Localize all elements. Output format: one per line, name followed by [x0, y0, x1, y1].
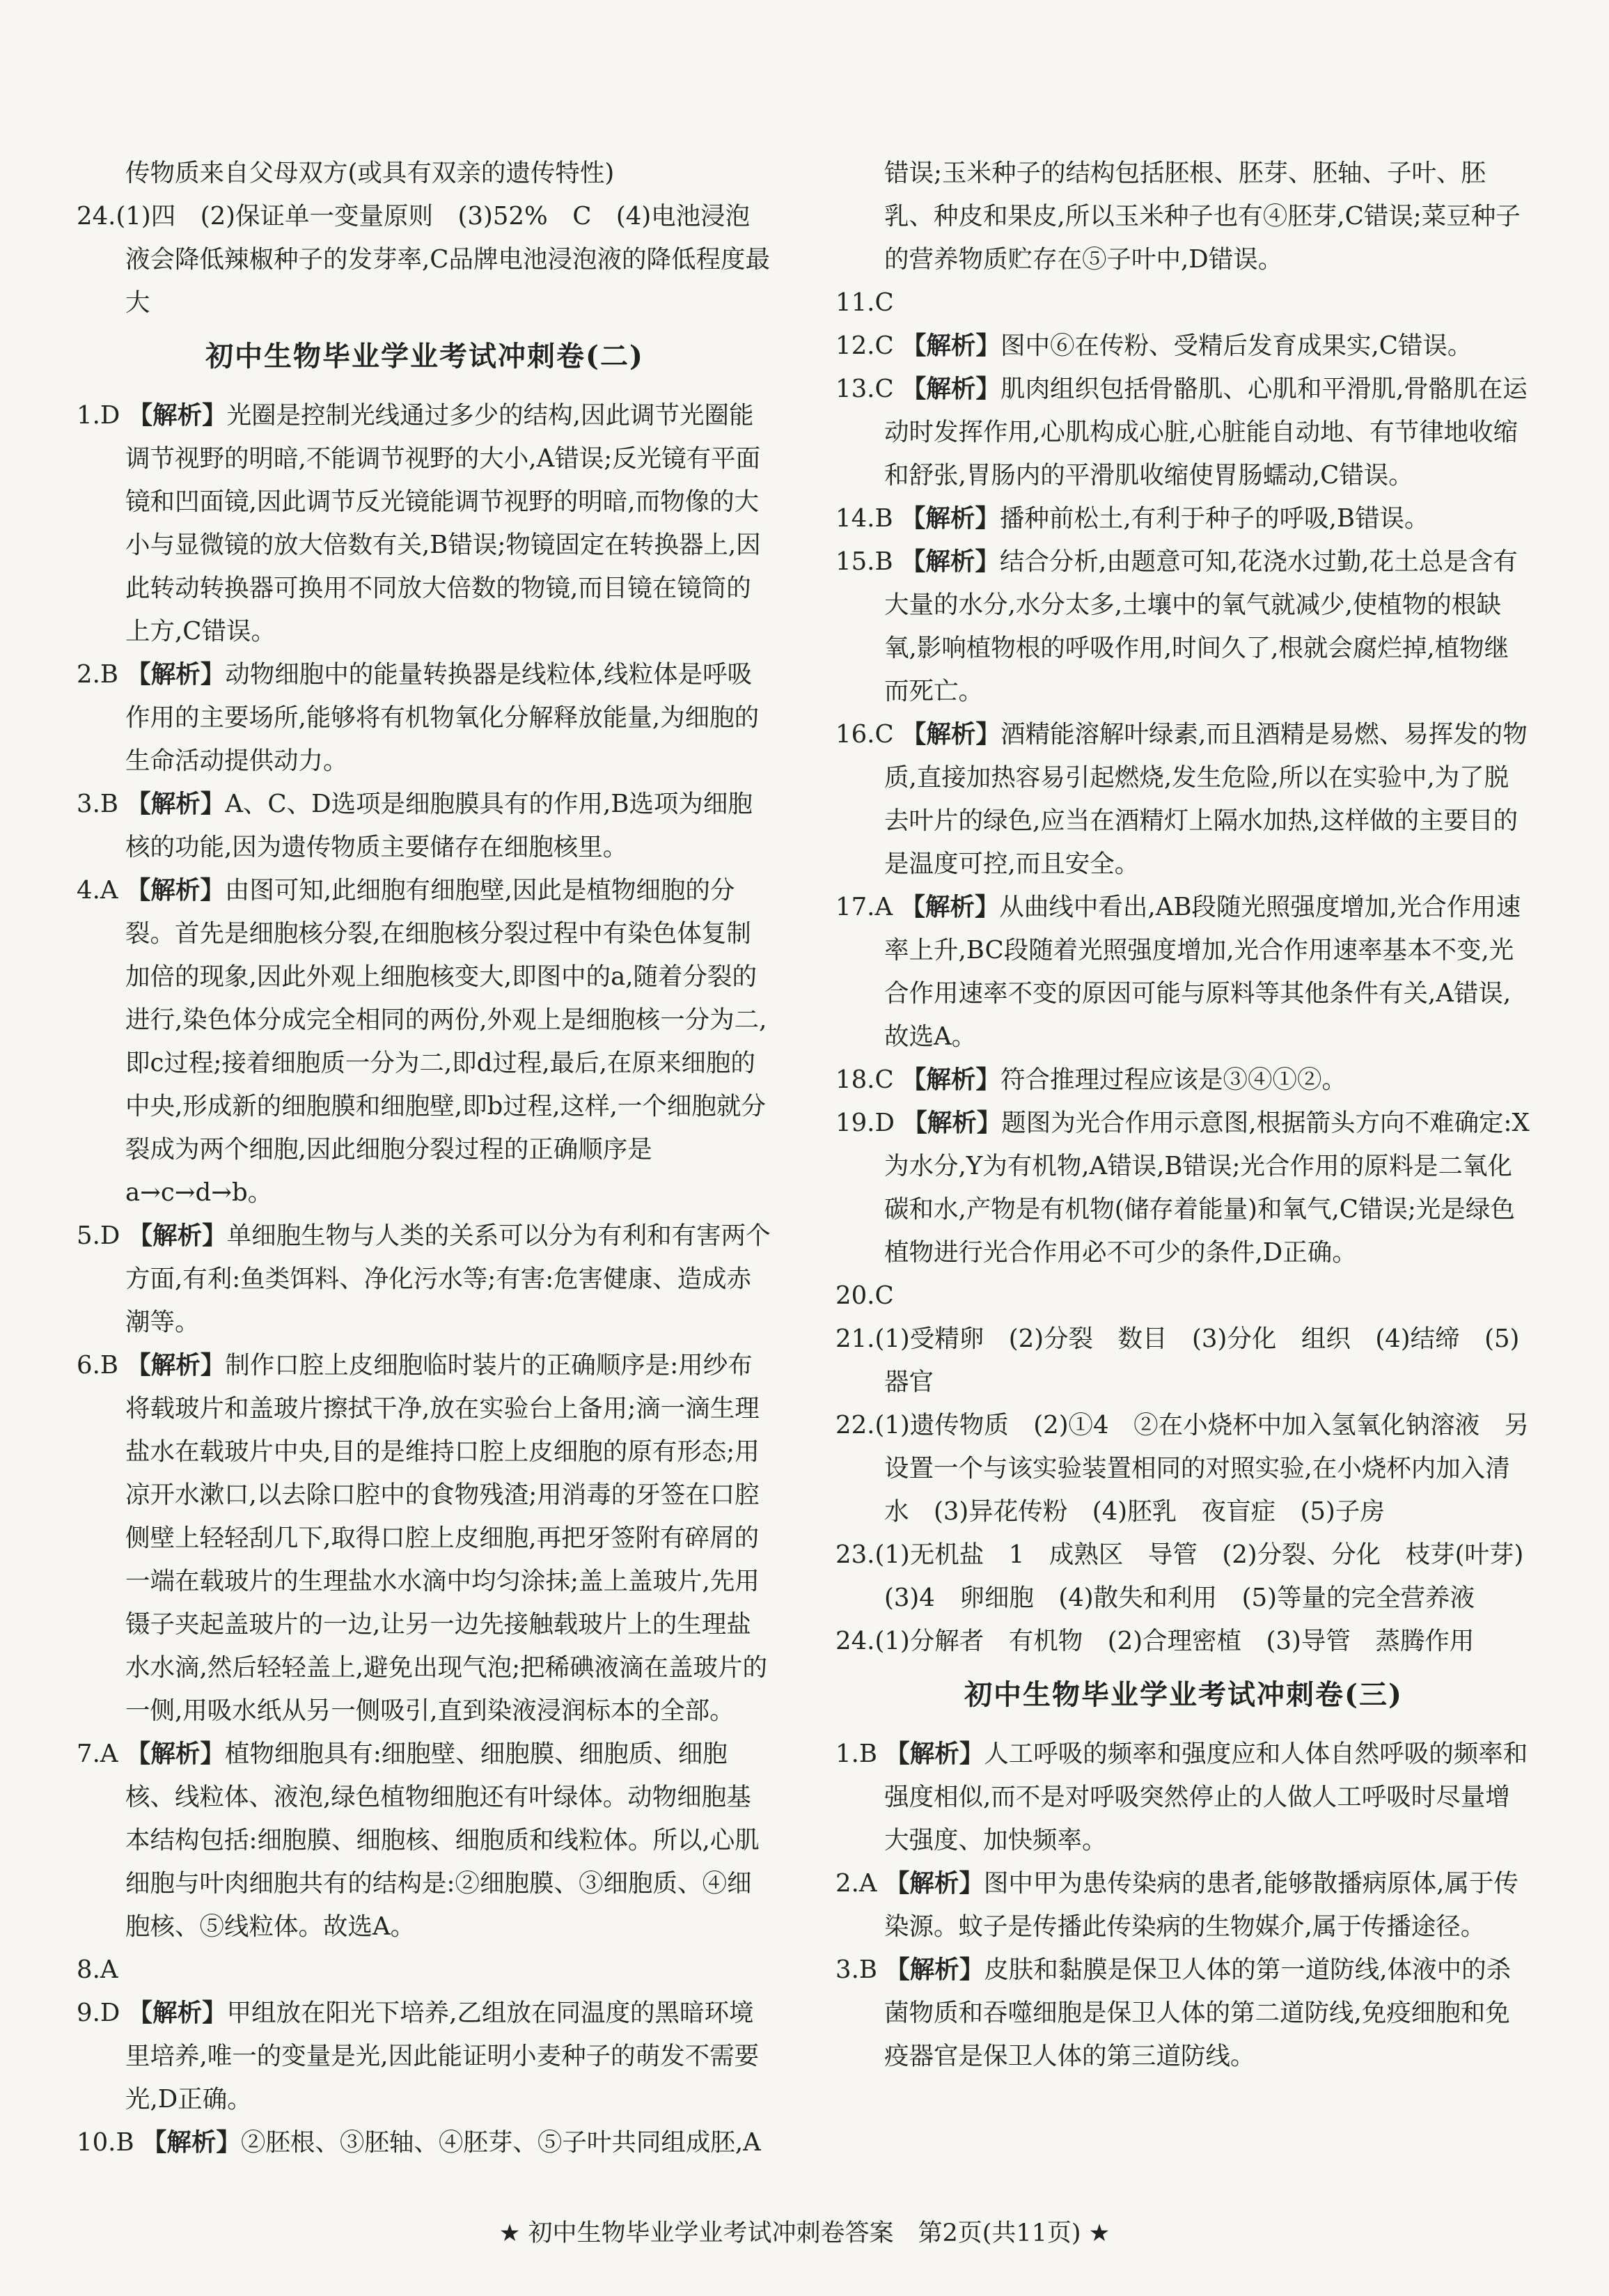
- answer-item: 17.A 【解析】从曲线中看出,AB段随光照强度增加,光合作用速率上升,BC段随着光照强度增加,光合作用速率基本不变,光合作用速率不变的原因可能与原料等其他条件有关,A错误,故选A。: [835, 893, 1521, 1051]
- right-column: [835, 152, 1548, 2078]
- answer-item: 1.B 【解析】人工呼吸的频率和强度应和人体自然呼吸的频率和强度相似,而不是对呼吸突然停止的人做人工呼吸时尽量增大强度、加快频率。: [835, 1740, 1528, 1854]
- answer-item: 20.C: [835, 1281, 894, 1310]
- answer-item: 14.B 【解析】播种前松土,有利于种子的呼吸,B错误。: [835, 504, 1429, 533]
- answer-item: 16.C 【解析】酒精能溶解叶绿素,而且酒精是易燃、易挥发的物质,直接加热容易引起燃烧,发生危险,所以在实验中,为了脱去叶片的绿色,应当在酒精灯上隔水加热,这样做的主要目的是温度可控,而且安全。: [835, 720, 1528, 878]
- left-column: [77, 152, 773, 2164]
- answer-item: 11.C: [835, 288, 894, 317]
- answer-item: 7.A 【解析】植物细胞具有:细胞壁、细胞膜、细胞质、细胞核、线粒体、液泡,绿色植物细胞还有叶绿体。动物细胞基本结构包括:细胞膜、细胞核、细胞质和线粒体。所以,心肌细胞与叶肉细胞共有的结构是:②细胞膜、③细胞质、④细胞核、⑤线粒体。故选A。: [77, 1740, 760, 1941]
- answer-item: 2.A 【解析】图中甲为患传染病的患者,能够散播病原体,属于传染源。蚊子是传播此传染病的生物媒介,属于传播途径。: [835, 1869, 1518, 1941]
- answer-item: 6.B 【解析】制作口腔上皮细胞临时装片的正确顺序是:用纱布将载玻片和盖玻片擦拭干净,放在实验台上备用;滴一滴生理盐水在载玻片中央,目的是维持口腔上皮细胞的原有形态;用凉开水漱口,以去除口腔中的食物残渣;用消毒的牙签在口腔侧壁上轻轻刮几下,取得口腔上皮细胞,再把牙签附有碎屑的一端在载玻片的生理盐水水滴中均匀涂抹;盖上盖玻片,先用镊子夹起盖玻片的一边,让另一边先接触载玻片上的生理盐水水滴,然后轻轻盖上,避免出现气泡;把稀碘液滴在盖玻片的一侧,用吸水纸从另一侧吸引,直到染液浸润标本的全部。: [77, 1351, 768, 1725]
- footer-text: 初中生物毕业学业考试冲刺卷答案 第2页(共11页): [528, 2219, 1081, 2247]
- answer-item: 15.B 【解析】结合分析,由题意可知,花浇水过勤,花土总是含有大量的水分,水分太多,土壤中的氧气就减少,使植物的根缺氧,影响植物根的呼吸作用,时间久了,根就会腐烂掉,植物继而死亡。: [835, 547, 1518, 705]
- answer-item: 9.D 【解析】甲组放在阳光下培养,乙组放在同温度的黑暗环境里培养,唯一的变量是光,因此能证明小麦种子的萌发不需要光,D正确。: [77, 1999, 760, 2114]
- answer-item: 24.(1)分解者 有机物 (2)合理密植 (3)导管 蒸腾作用: [835, 1627, 1475, 1655]
- continued-answer: 传物质来自父母双方(或具有双亲的遗传特性): [125, 159, 615, 187]
- answer-item: 22.(1)遗传物质 (2)①4 ②在小烧杯中加入氢氧化钠溶液 另设置一个与该实验装置相同的对照实验,在小烧杯内加入清水 (3)异花传粉 (4)胚乳 夜盲症 (5)子房: [835, 1411, 1530, 1526]
- answer-item: 8.A: [77, 1955, 118, 1984]
- answer-item: 3.B 【解析】皮肤和黏膜是保卫人体的第一道防线,体液中的杀菌物质和吞噬细胞是保卫人体的第二道防线,免疫细胞和免疫器官是保卫人体的第三道防线。: [835, 1955, 1512, 2070]
- section-title-3: 初中生物毕业学业考试冲刺卷(三): [964, 1678, 1403, 1711]
- star-icon: ★: [499, 2219, 521, 2247]
- answer-item: 13.C 【解析】肌肉组织包括骨骼肌、心肌和平滑肌,骨骼肌在运动时发挥作用,心肌构成心脏,心脏能自动地、有节律地收缩和舒张,胃肠内的平滑肌收缩使胃肠蠕动,C错误。: [835, 375, 1528, 490]
- answer-24: 24.(1)四 (2)保证单一变量原则 (3)52% C (4)电池浸泡液会降低辣椒种子的发芽率,C品牌电池浸泡液的降低程度最大: [77, 202, 770, 317]
- star-icon: ★: [1088, 2219, 1110, 2247]
- answer-item: 3.B 【解析】A、C、D选项是细胞膜具有的作用,B选项为细胞核的功能,因为遗传物质主要储存在细胞核里。: [77, 790, 753, 861]
- answer-item: 23.(1)无机盐 1 成熟区 导管 (2)分裂、分化 枝芽(叶芽) (3)4 卵细胞 (4)散失和利用 (5)等量的完全营养液: [835, 1540, 1548, 1612]
- answer-item: 10.B 【解析】②胚根、③胚轴、④胚芽、⑤子叶共同组成胚,A: [77, 2128, 761, 2157]
- answer-item: 18.C 【解析】符合推理过程应该是③④①②。: [835, 1065, 1347, 1094]
- answer-item: 1.D 【解析】光圈是控制光线通过多少的结构,因此调节光圈能调节视野的明暗,不能调节视野的大小,A错误;反光镜有平面镜和凹面镜,因此调节反光镜能调节视野的明暗,而物像的大小与显微镜的放大倍数有关,B错误;物镜固定在转换器上,因此转动转换器可换用不同放大倍数的物镜,而目镜在镜筒的上方,C错误。: [77, 401, 761, 646]
- answer-item: 2.B 【解析】动物细胞中的能量转换器是线粒体,线粒体是呼吸作用的主要场所,能够将有机物氧化分解释放能量,为细胞的生命活动提供动力。: [77, 660, 760, 775]
- continued-answer: 错误;玉米种子的结构包括胚根、胚芽、胚轴、子叶、胚乳、种皮和果皮,所以玉米种子也有④胚芽,C错误;菜豆种子的营养物质贮存在⑤子叶中,D错误。: [884, 159, 1521, 274]
- answer-item: 5.D 【解析】单细胞生物与人类的关系可以分为有利和有害两个方面,有利:鱼类饵料、净化污水等;有害:危害健康、造成赤潮等。: [77, 1221, 771, 1336]
- answer-item: 21.(1)受精卵 (2)分裂 数目 (3)分化 组织 (4)结缔 (5)器官: [835, 1325, 1520, 1396]
- answer-item: 19.D 【解析】题图为光合作用示意图,根据箭头方向不难确定:X为水分,Y为有机物,A错误,B错误;光合作用的原料是二氧化碳和水,产物是有机物(储存着能量)和氧气,C错误;光是绿色植物进行光合作用必不可少的条件,D正确。: [835, 1109, 1530, 1267]
- answer-item: 12.C 【解析】图中⑥在传粉、受精后发育成果实,C错误。: [835, 331, 1473, 360]
- section-title-2: 初中生物毕业学业考试冲刺卷(二): [205, 340, 644, 373]
- page-footer: [0, 2216, 1609, 2251]
- answer-item: 4.A 【解析】由图可知,此细胞有细胞壁,因此是植物细胞的分裂。首先是细胞核分裂,在细胞核分裂过程中有染色体复制加倍的现象,因此外观上细胞核变大,即图中的a,随着分裂的进行,染色体分成完全相同的两份,外观上是细胞核一分为二,即c过程;接着细胞质一分为二,即d过程,最后,在原来细胞的中央,形成新的细胞膜和细胞壁,即b过程,这样,一个细胞就分裂成为两个细胞,因此细胞分裂过程的正确顺序是a→c→d→b。: [77, 876, 767, 1207]
